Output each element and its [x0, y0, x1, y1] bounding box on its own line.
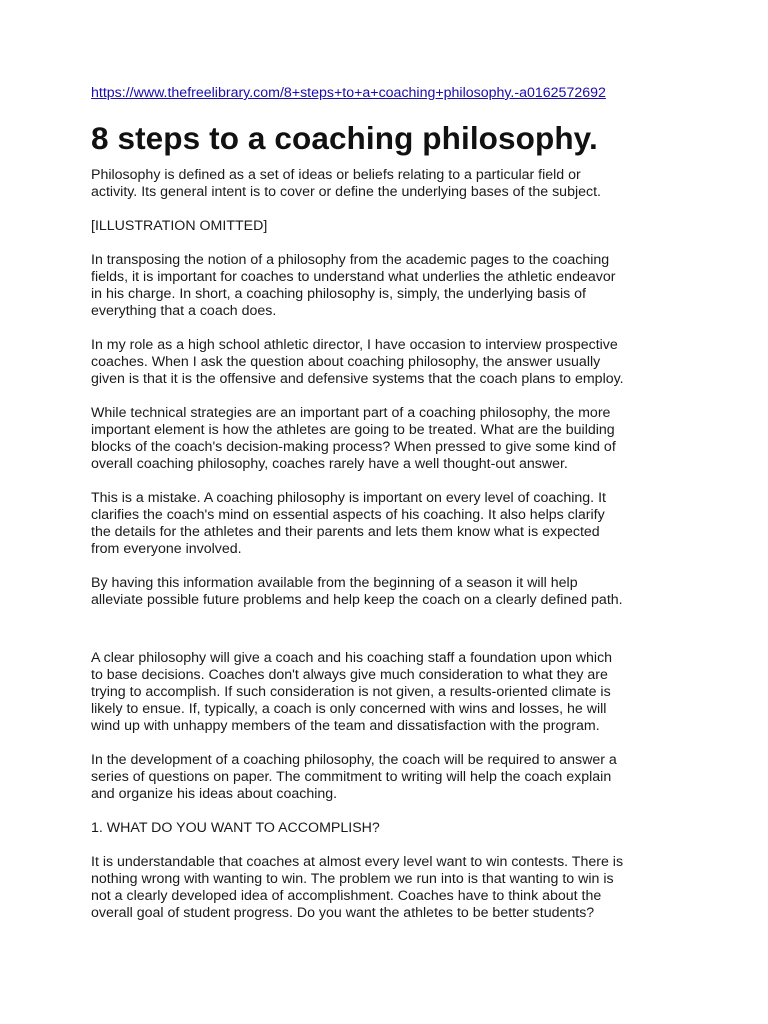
- paragraph-win-contests: It is understandable that coaches at almost every level want to win contests. There is nothing wrong with wanting to win. The problem we run into is that wanting to win is not a clearly developed idea of accomplishment. Coaches have to think about the overall goal of student progress. Do you want the athletes to be better students?: [91, 854, 624, 921]
- illustration-omitted-note: [ILLUSTRATION OMITTED]: [91, 218, 268, 234]
- paragraph-transposing: In transposing the notion of a philosophy from the academic pages to the coaching fields, it is important for coaches to understand what underlies the athletic endeavor in his charge. In short, a coaching philosophy is, simply, the underlying basis of everything that a coach does.: [91, 252, 616, 319]
- section-heading-accomplish: 1. WHAT DO YOU WANT TO ACCOMPLISH?: [91, 820, 380, 836]
- source-url-link[interactable]: https://www.thefreelibrary.com/8+steps+to+a+coaching+philosophy.-a0162572692: [91, 85, 606, 101]
- article-title: 8 steps to a coaching philosophy.: [91, 120, 598, 156]
- paragraph-mistake: This is a mistake. A coaching philosophy is important on every level of coaching. It clarifies the coach's mind on essential aspects of his coaching. It also helps clarify the details for the athletes and their parents and lets them know what is expected from everyone involved.: [91, 490, 606, 557]
- paragraph-clear-philosophy: A clear philosophy will give a coach and his coaching staff a foundation upon which to base decisions. Coaches don't always give much consideration to what they are trying to accomplish. If such consideration is not given, a results-oriented climate is likely to ensue. If, typically, a coach is only concerned with wins and losses, he will wind up with unhappy members of the team and dissatisfaction with the program.: [91, 650, 613, 734]
- document-page: [91, 84, 691, 922]
- paragraph-intro: Philosophy is defined as a set of ideas or beliefs relating to a particular field or activity. Its general intent is to cover or define the underlying bases of the subject.: [91, 167, 601, 200]
- paragraph-development: In the development of a coaching philosophy, the coach will be required to answer a series of questions on paper. The commitment to writing will help the coach explain and organize his ideas about coaching.: [91, 752, 617, 802]
- paragraph-technical-strategies: While technical strategies are an important part of a coaching philosophy, the more important element is how the athletes are going to be treated. What are the building blocks of the coach's decision-making process? When pressed to give some kind of overall coaching philosophy, coaches rarely have a well thought-out answer.: [91, 405, 616, 472]
- paragraph-season: By having this information available from the beginning of a season it will help alleviate possible future problems and help keep the coach on a clearly defined path.: [91, 575, 623, 608]
- paragraph-athletic-director: In my role as a high school athletic director, I have occasion to interview prospective coaches. When I ask the question about coaching philosophy, the answer usually given is that it is the offensive and defensive systems that the coach plans to employ.: [91, 337, 624, 387]
